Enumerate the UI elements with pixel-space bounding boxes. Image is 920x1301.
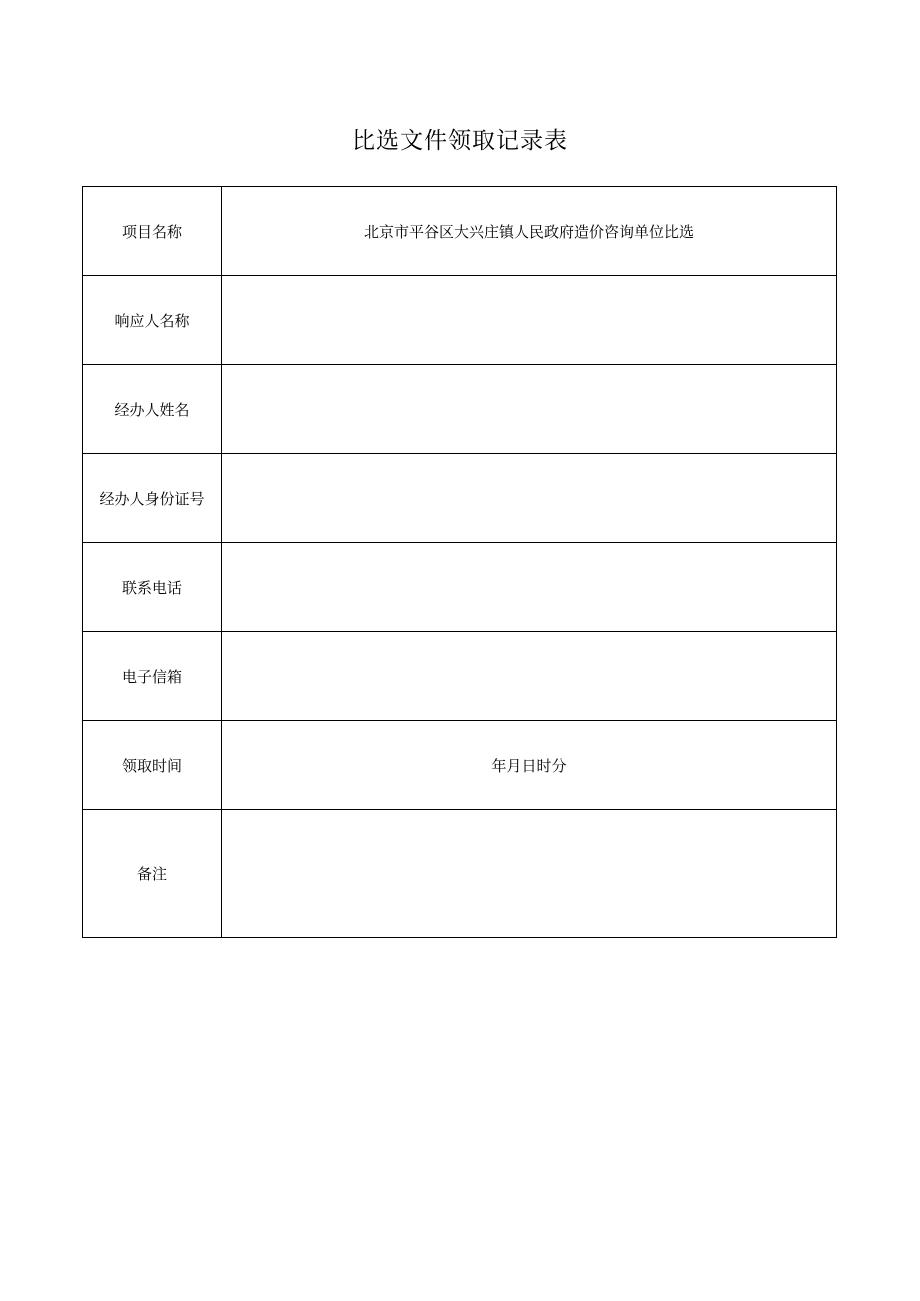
row-value-respondent-name	[222, 276, 837, 365]
row-value-email	[222, 632, 837, 721]
record-table	[82, 186, 837, 938]
row-label-collection-time: 领取时间	[83, 721, 222, 810]
row-label-handler-id-number: 经办人身份证号	[83, 454, 222, 543]
row-value-collection-time: 年月日时分	[222, 721, 837, 810]
row-value-handler-id-number	[222, 454, 837, 543]
table-row	[83, 632, 837, 721]
table-row	[83, 365, 837, 454]
table-row	[83, 543, 837, 632]
table-row	[83, 721, 837, 810]
row-value-project-name: 北京市平谷区大兴庄镇人民政府造价咨询单位比选	[222, 187, 837, 276]
row-value-handler-name	[222, 365, 837, 454]
table-row	[83, 276, 837, 365]
row-label-project-name: 项目名称	[83, 187, 222, 276]
document-title: 比选文件领取记录表	[352, 128, 568, 154]
table-row	[83, 454, 837, 543]
row-label-respondent-name: 响应人名称	[83, 276, 222, 365]
row-label-email: 电子信箱	[83, 632, 222, 721]
row-label-phone: 联系电话	[83, 543, 222, 632]
row-label-remarks: 备注	[83, 810, 222, 938]
table-row	[83, 810, 837, 938]
row-value-phone	[222, 543, 837, 632]
table-row	[83, 187, 837, 276]
row-label-handler-name: 经办人姓名	[83, 365, 222, 454]
row-value-remarks	[222, 810, 837, 938]
